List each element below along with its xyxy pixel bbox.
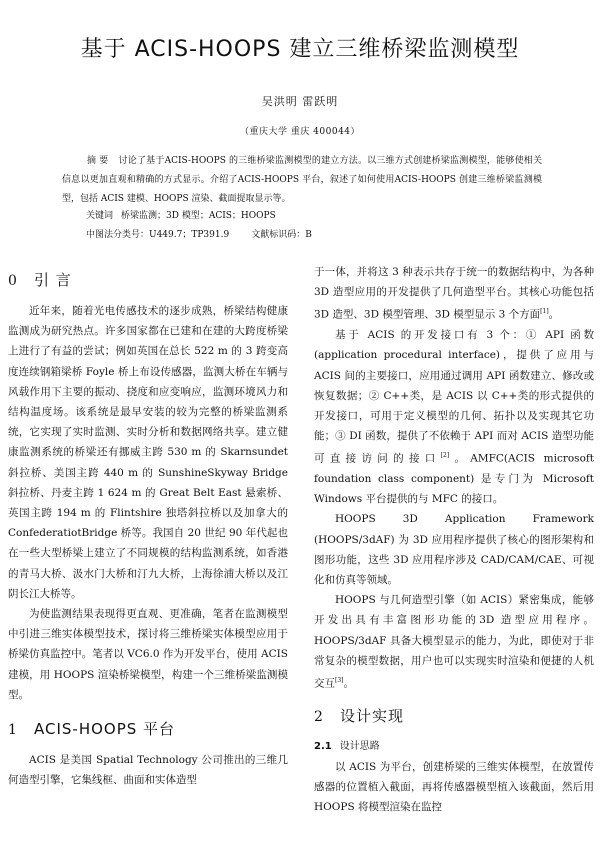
abstract-label: 摘 要 [87,156,109,166]
paragraph: 基于 ACIS 的开发接口有 3 个：① API 函数 (application procedural interface)，提供了应用与 ACIS 间的主要接口，应用通过调用 API 函数建立、修改或恢复数据；② C++类，是 ACIS 以 C++类的形式提供的开发接口，可用于定义模型的几何、拓扑以及实现其它功能；③ DI 函数，提供了不依赖于 API 而对 ACIS 造型功能可直接访问的接口[2]。AMFC(ACIS microsoft foundation class component) 是专门为 Microsoft Windows 平台提供的与 MFC 的接口。 [314,329,595,506]
section-heading-intro [8,266,288,295]
left-column [8,262,288,790]
keywords-label: 关键词 [86,211,114,221]
section-heading-acis-hoops [8,715,288,744]
section-number: 1 [8,722,18,739]
section-heading-design [314,702,594,731]
classification [86,226,546,245]
keywords [86,207,546,226]
paragraph: 为使监测结果表现得更直观、更准确，笔者在监测模型中引进三维实体模型技术，探讨将三维桥梁实体模型应用于桥梁仿真监控中。笔者以 VC6.0 作为开发平台，使用 ACIS 建模，用 HOOPS 渲染桥梁模型，构建一个三维桥梁监测模型。 [8,608,288,701]
paragraph: 近年来，随着光电传感技术的逐步成熟，桥梁结构健康监测成为研究热点。许多国家都在已建和在建的大跨度桥梁上进行了有益的尝试；例如英国在总长 522 m 的 3 跨变高度连续钢箱梁桥 Foyle 桥上布设传感器，监测大桥在车辆与风载作用下主要的振动、挠度和应变响应，监测环境风力和结构温度场。该系统是最早安装的较为完整的桥梁监测系统，它实现了实时监测、实时分析和数据网络共享。建立健康监测系统的桥梁还有挪威主跨 530 m 的 Skarnsundet 斜拉桥、美国主跨 440 m 的 SunshineSkyway Bridge 斜拉桥、丹麦主跨 1 624 m 的 Great Belt East 悬索桥、英国主跨 194 m 的 Flintshire 独塔斜拉桥以及加拿大的 ConfederatiotBridge 桥等。我国自 20 世纪 90 年代起也在一些大型桥梁上建立了不同规模的结构监测系统，如香港的青马大桥、汲水门大桥和汀九大桥，上海徐浦大桥以及江阴长江大桥等。 [8,305,288,600]
section-number: 0 [8,273,18,289]
right-column [314,262,594,817]
document-code: 文献标识码：B [251,230,312,240]
citation: [2] [440,452,450,460]
keywords-text: 桥梁监测；3D 模型；ACIS；HOOPS [121,211,276,221]
paper-affiliation: （重庆大学 重庆 400044） [239,127,361,137]
paragraph: ACIS 是美国 Spatial Technology 公司推出的三维几何造型引擎，它集线框、曲面和实体造型 [8,754,288,787]
subsection-title: 设计思路 [339,740,380,752]
section-title: 设计实现 [340,706,405,725]
paper-title: 基于 ACIS-HOOPS 建立三维桥梁监测模型 [80,37,520,62]
paragraph: 以 ACIS 为平台，创建桥梁的三维实体模型，在放置传感器的位置植入截面，再将传感器模型植入该截面，然后用 HOOPS 将模型渲染在监控 [314,760,594,814]
clc-number: 中图法分类号：U449.7；TP391.9 [86,230,230,240]
citation: [1] [540,308,549,316]
abstract-text: 讨论了基于ACIS-HOOPS 的三维桥梁监测模型的建立方法。以三维方式创建桥梁监测模型，能够使相关信息以更加直观和精确的方式显示。介绍了ACIS-HOOPS 平台，叙述了如何使用ACIS-HOOPS 创建三维桥梁监测模型，包括 ACIS 建模、HOOPS 渲染、截面提取显示等。 [62,156,542,204]
subsection-heading [314,737,594,757]
section-title: 引 言 [34,271,72,289]
section-title: ACIS-HOOPS 平台 [34,720,176,739]
abstract [62,152,542,209]
paragraph: HOOPS 3D Application Framework (HOOPS/3dAF) 为 3D 应用程序提供了核心的图形架构和图形功能，这些 3D 应用程序涉及 CAD/CAM/CAE、可视化和仿真等领域。 [314,513,594,587]
subsection-number: 2.1 [314,740,332,752]
paragraph: HOOPS 与几何造型引擎（如 ACIS）紧密集成，能够开发出具有丰富图形功能的3D 造型应用程序。HOOPS/3dAF 具备大模型显示的能力，为此，即使对于非常复杂的模型数据，用户也可以实现实时渲染和便捷的人机交互[3]。 [314,594,594,690]
paragraph: 于一体，并将这 3 种表示共存于统一的数据结构中，为各种 3D 造型应用的开发提供了几何造型平台。其核心功能包括 3D 造型、3D 模型管理、3D 模型显示 3 个方面[1]。 [314,266,594,321]
paper-authors: 吴洪明 雷跃明 [261,95,339,108]
section-number: 2 [314,708,324,725]
citation: [3] [335,677,344,685]
